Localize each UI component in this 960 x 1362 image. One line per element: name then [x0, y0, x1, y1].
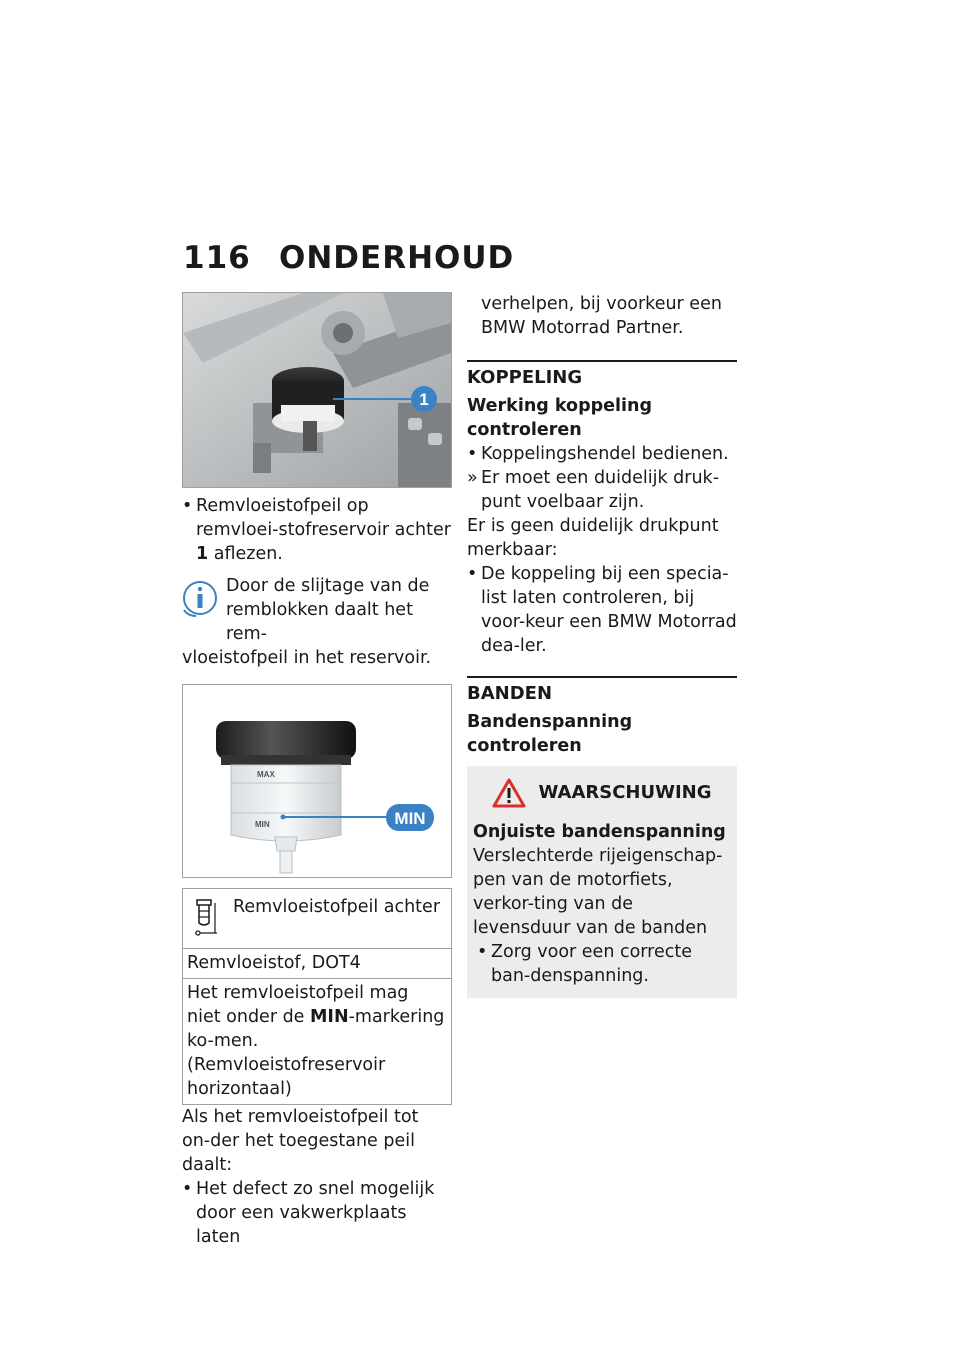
spec-table: [182, 888, 452, 1105]
reservoir-level-icon: [193, 897, 221, 937]
warning-title: Onjuiste bandenspanning: [473, 822, 726, 842]
spec-min-ref: MIN: [310, 1007, 349, 1027]
subsection-check-pressure: Bandenspanning controleren: [467, 712, 633, 756]
step-text: Remvloeistofpeil op remvloei-stofreservoir achter: [196, 496, 451, 540]
step-specialist: • De koppeling bij een specia-list laten controleren, bij voor-keur een BMW Motorrad dea-ler.: [467, 562, 737, 658]
reservoir-min-illustration: [183, 685, 451, 877]
spec-text-end: -markering ko-men. (Remvloeistofreservoir horizontaal): [187, 1007, 445, 1099]
spec-table-header: [183, 889, 451, 948]
left-column: [182, 292, 452, 1249]
note-rest: vloeistofpeil in het reservoir.: [182, 648, 432, 668]
min-mark: MIN: [255, 820, 270, 829]
warning-header: [473, 778, 731, 808]
spec-text: Het remvloeistofpeil mag niet onder de: [187, 983, 409, 1027]
max-mark: MAX: [257, 770, 275, 779]
condition-no-pressure: Er is geen duidelijk drukpunt merkbaar:: [467, 516, 719, 560]
result-pressure-point: » Er moet een duidelijk druk-punt voelbaar zijn.: [467, 466, 737, 514]
warning-box: [467, 766, 737, 998]
spec-table-title: Remvloeistofpeil achter: [233, 897, 441, 917]
continued-text: verhelpen, bij voorkeur een BMW Motorrad Partner.: [481, 294, 722, 338]
spec-fluid-type: Remvloeistof, DOT4: [183, 948, 451, 978]
section-banden: BANDEN: [467, 676, 737, 706]
info-icon: [182, 578, 218, 618]
section-koppeling: KOPPELING: [467, 360, 737, 390]
step-text-end: aflezen.: [208, 544, 283, 564]
spec-min-level: [183, 978, 451, 1104]
warning-label: WAARSCHUWING: [538, 782, 712, 803]
condition-low-level: Als het remvloeistofpeil tot on-der het toegestane peil daalt:: [182, 1107, 419, 1175]
step-operate-lever: • Koppelingshendel bedienen.: [467, 442, 737, 466]
min-callout: MIN: [394, 809, 426, 828]
info-note: [182, 574, 452, 670]
rear-reservoir-illustration: [183, 293, 451, 487]
step-repair: • Het defect zo snel mogelijk door een vakwerkplaats laten: [182, 1177, 452, 1249]
right-column: [467, 292, 737, 998]
reservoir-min-diagram: [182, 684, 452, 878]
step-read-level: [182, 494, 452, 566]
step-callout-ref: 1: [196, 544, 209, 564]
warning-triangle-icon: [492, 778, 526, 808]
note-line-1: Door de slijtage van de: [226, 576, 430, 596]
rear-reservoir-photo: [182, 292, 452, 488]
chapter-title: ONDERHOUD: [279, 240, 515, 276]
page-number: 116: [183, 240, 251, 276]
callout-number: 1: [419, 390, 429, 409]
warning-text: Verslechterde rijeigenschap-pen van de motorfiets, verkor-ting van de levensduur van de banden: [473, 846, 723, 938]
subsection-check-clutch: Werking koppeling controleren: [467, 396, 652, 440]
page-header: [183, 240, 514, 276]
warning-action: • Zorg voor een correcte ban-denspanning.: [473, 940, 731, 988]
note-line-2: remblokken daalt het rem-: [226, 600, 413, 644]
